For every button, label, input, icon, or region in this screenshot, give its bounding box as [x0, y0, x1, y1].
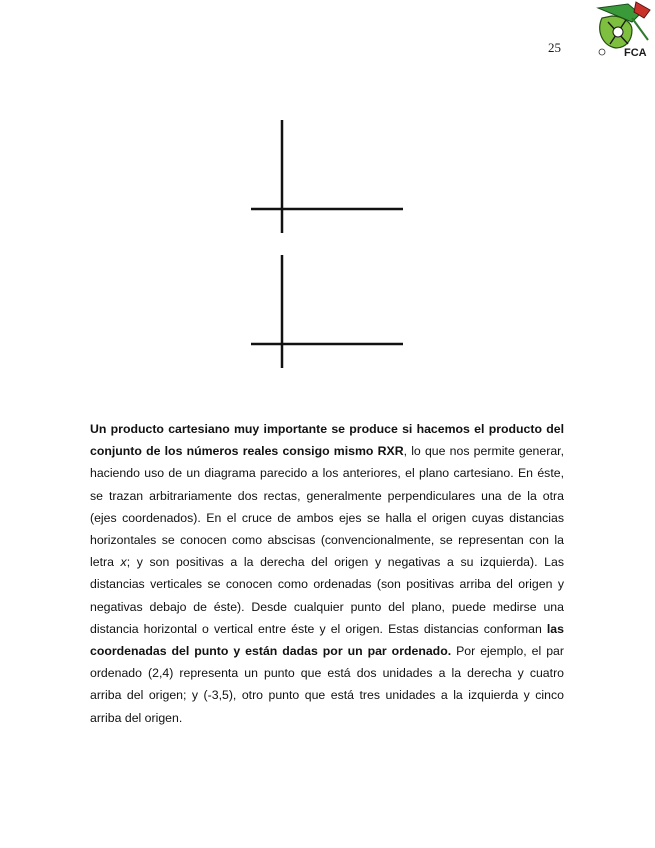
fca-logo-text: FCA — [624, 47, 647, 59]
text-segment-3: Por ejemplo, el par ordenado (2,4) representa un punto que está dos unidades a la derecha y cuatro arriba del origen; y (-3,5), otro punto que está tres unidades a la izquierda y cinco arriba del origen. — [90, 644, 564, 725]
text-segment-1: , lo que nos permite generar, haciendo uso de un diagrama parecido a los anteriores, el plano cartesiano. En éste, se trazan arbitrariamente dos rectas, generalmente perpendiculares una de la otra (ejes coordenados). En el cruce de ambos ejes se halla el origen cuyas distancias horizontales se conocen como abscisas (convencionalmente, se representan con la letra — [90, 444, 564, 570]
bold-coordinates: las coordenadas del punto y están dadas por un par ordenado. — [90, 621, 564, 659]
bold-intro: Un producto cartesiano muy importante se produce si hacemos el producto del conjunto de los números reales consigo mismo RXR — [90, 422, 564, 459]
text-segment-2: ; y son positivas a la derecha del origen y negativas a su izquierda). Las distancias verticales se conocen como ordenadas (son positivas arriba del origen y negativas debajo de éste). Desde cualquier punto del plano, puede medirse una distancia horizontal o vertical entre éste y el origen. Estas distancias conforman — [90, 555, 564, 636]
fca-logo — [588, 0, 655, 62]
coordinate-axes-2 — [245, 250, 410, 375]
page-number: 25 — [548, 40, 561, 55]
coordinate-axes-1 — [245, 115, 410, 240]
body-paragraph — [90, 418, 564, 729]
italic-x: x — [120, 555, 127, 570]
